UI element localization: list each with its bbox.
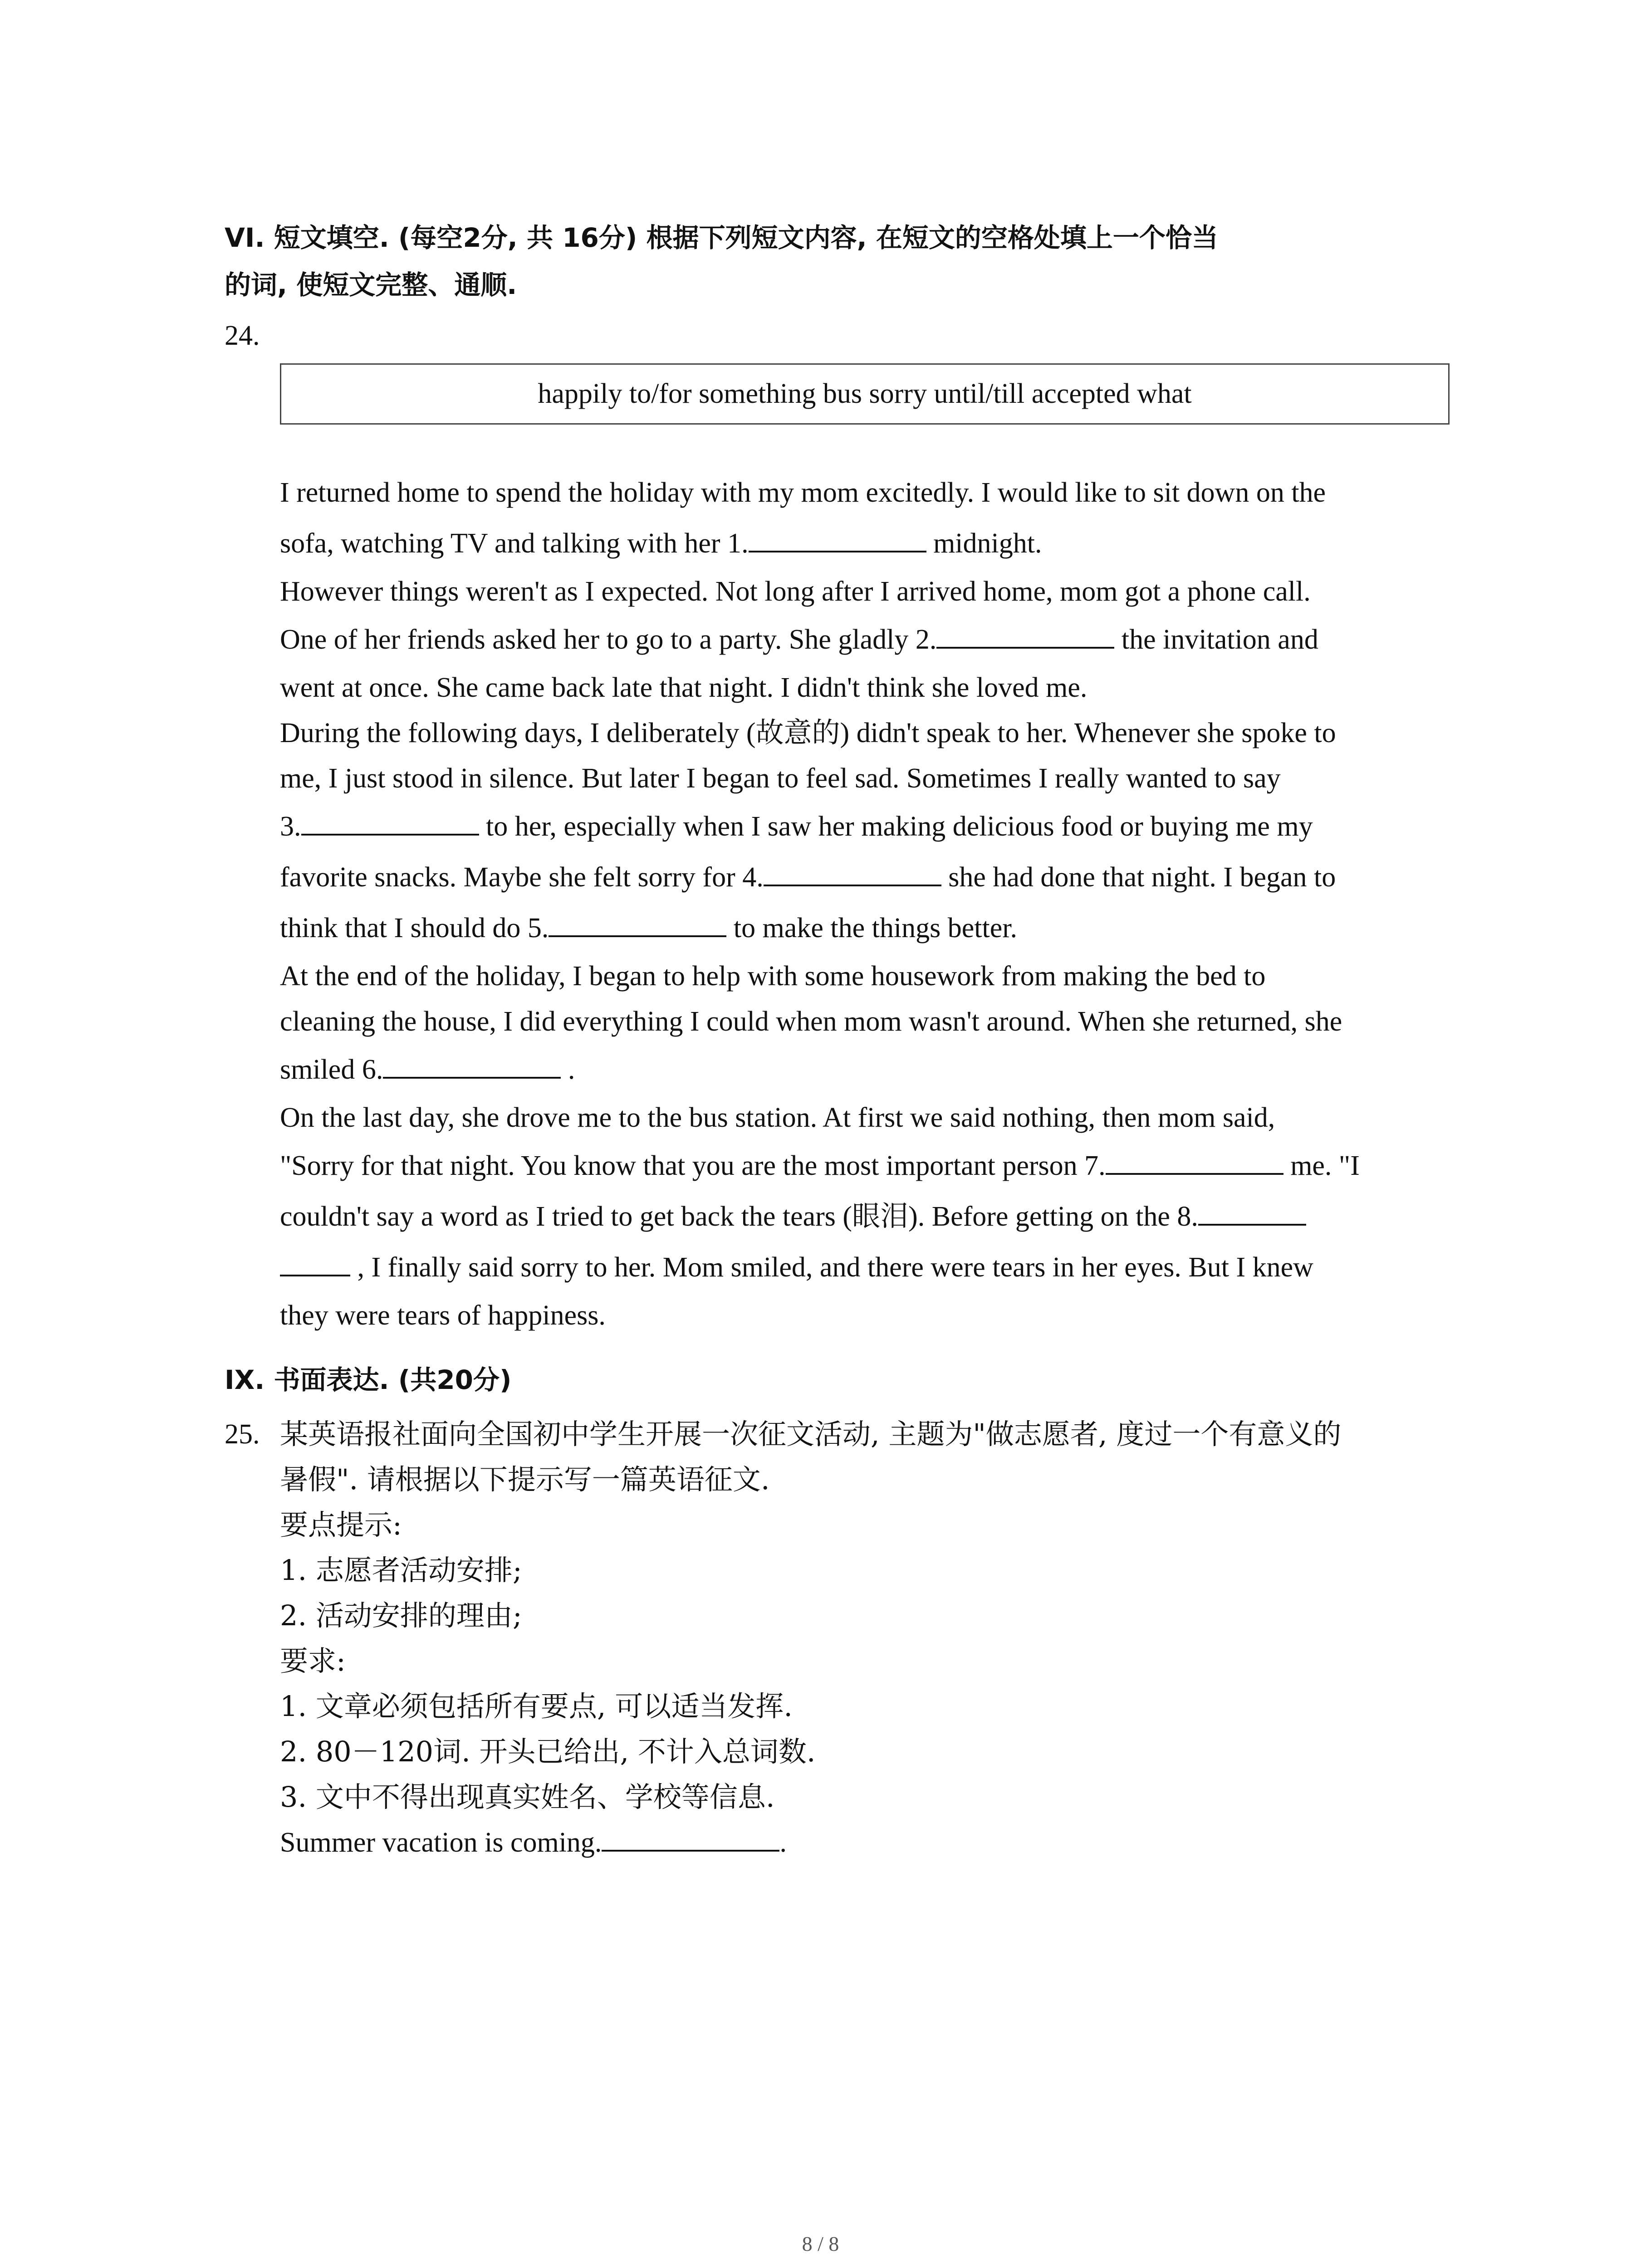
passage-line: favorite snacks. Maybe she felt sorry for 4. she had done that night. I began to (280, 852, 1469, 903)
answer-blank-4[interactable] (764, 859, 941, 886)
answer-blank-6[interactable] (383, 1051, 561, 1079)
section-heading-line1: VI. 短文填空. (每空2分, 共 16分) 根据下列短文内容, 在短文的空格处填上一个恰当 (225, 222, 1218, 253)
passage-line: 3. to her, especially when I saw her making delicious food or buying me my (280, 801, 1469, 852)
passage-line: One of her friends asked her to go to a party. She gladly 2. the invitation and (280, 614, 1469, 665)
answer-blank-5[interactable] (549, 910, 726, 937)
requirement-3: 3. 文中不得出现真实姓名、学校等信息. (280, 1780, 775, 1813)
answer-blank-3[interactable] (301, 808, 479, 836)
passage-line: went at once. She came back late that night. I didn't think she loved me. (280, 672, 1087, 703)
passage-line: they were tears of happiness. (280, 1300, 606, 1331)
word-bank-box (280, 363, 1450, 425)
answer-blank-2[interactable] (936, 621, 1114, 649)
section-heading-line2: 的词, 使短文完整、通顺. (225, 269, 517, 300)
passage-line: However things weren't as I expected. Not long after I arrived home, mom got a phone call. (280, 576, 1311, 607)
passage-line: smiled 6. . (280, 1044, 1469, 1095)
passage-line: During the following days, I deliberately (故意的) didn't speak to her. Whenever she spoke to (280, 718, 1336, 748)
passage-line: At the end of the holiday, I began to help with some housework from making the bed to (280, 961, 1266, 992)
question-number: 25. (225, 1419, 260, 1450)
word-bank-text: happily to/for something bus sorry until/till accepted what (538, 378, 1192, 409)
answer-blank-1[interactable] (749, 525, 926, 552)
requirement-2: 2. 80－120词. 开头已给出, 不计入总词数. (280, 1735, 816, 1768)
passage-line: cleaning the house, I did everything I could when mom wasn't around. When she returned, she (280, 1006, 1342, 1037)
page-number: 8 / 8 (802, 2232, 839, 2255)
writing-prompt-line2: 暑假". 请根据以下提示写一篇英语征文. (280, 1463, 770, 1496)
requirement-1: 1. 文章必须包括所有要点, 可以适当发挥. (280, 1690, 793, 1723)
answer-blank-7[interactable] (1106, 1148, 1283, 1175)
passage-line: , I finally said sorry to her. Mom smiled, and there were tears in her eyes. But I knew (280, 1242, 1469, 1293)
writing-task (280, 1412, 1460, 1865)
essay-answer-blank[interactable] (602, 1824, 779, 1852)
requirements-title: 要求: (280, 1644, 346, 1677)
section-heading (225, 214, 1459, 308)
passage-line: couldn't say a word as I tried to get back the tears (眼泪). Before getting on the 8. (280, 1191, 1469, 1242)
key-point-1: 1. 志愿者活动安排; (280, 1554, 522, 1587)
section-heading-writing: IX. 书面表达. (共20分) (225, 1364, 512, 1395)
answer-blank-8-part1[interactable] (1198, 1198, 1306, 1226)
passage-line: "Sorry for that night. You know that you are the most important person 7. me. "I (280, 1140, 1469, 1191)
writing-prompt-line1: 某英语报社面向全国初中学生开展一次征文活动, 主题为"做志愿者, 度过一个有意义的 (280, 1418, 1342, 1451)
passage-line: I returned home to spend the holiday with my mom excitedly. I would like to sit down on the (280, 477, 1326, 508)
passage-line: me, I just stood in silence. But later I began to feel sad. Sometimes I really wanted to say (280, 763, 1281, 794)
passage-line: sofa, watching TV and talking with her 1. midnight. (280, 518, 1469, 569)
passage-line: think that I should do 5. to make the things better. (280, 903, 1469, 953)
answer-blank-8-part2[interactable] (280, 1249, 350, 1276)
key-points-title: 要点提示: (280, 1508, 402, 1541)
cloze-passage (280, 467, 1469, 1338)
key-point-2: 2. 活动安排的理由; (280, 1599, 522, 1632)
passage-line: On the last day, she drove me to the bus station. At first we said nothing, then mom said, (280, 1102, 1275, 1133)
question-number: 24. (225, 320, 260, 351)
essay-starter: Summer vacation is coming. . (280, 1820, 1460, 1865)
